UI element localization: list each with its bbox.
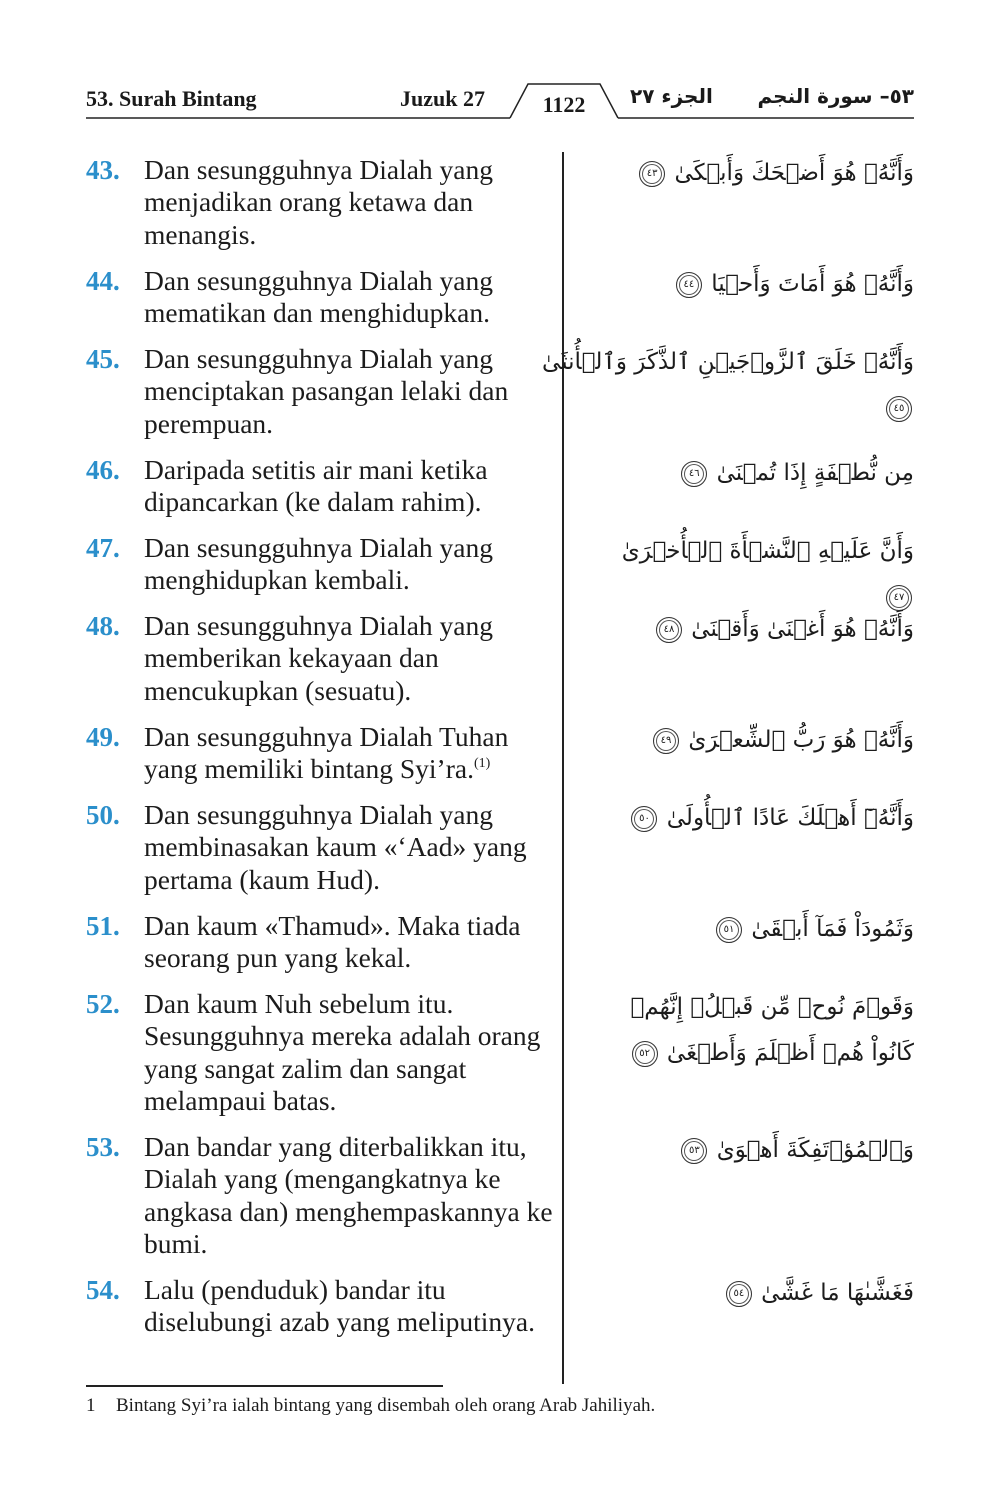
- ayah-marker-icon: ٤٧: [886, 585, 912, 611]
- verse-translation: Dan sesungguhnya Dialah yang menghidupkan kembali.: [144, 532, 494, 596]
- verse-arabic: [514, 339, 914, 431]
- arabic-text: مِن نُّطۡفَةٍ إِذَا تُمۡنَىٰ: [716, 460, 914, 486]
- verse-translation: Dan sesungguhnya Dialah yang memberikan kekayaan dan mencukupkan (sesuatu).: [144, 610, 494, 706]
- footnote-number: 1: [86, 1395, 96, 1416]
- ayah-marker-icon: ٤٤: [676, 272, 702, 298]
- verse-translation: Dan sesungguhnya Dialah yang menjadikan orang ketawa dan menangis.: [144, 154, 494, 250]
- surah-title: 53. Surah Bintang: [86, 86, 257, 111]
- verse-arabic: [594, 1127, 914, 1173]
- verse-arabic: [594, 906, 914, 952]
- verse-arabic: [594, 1270, 914, 1316]
- footnote-ref: (1): [473, 756, 491, 772]
- arabic-text: وَٱلۡمُؤۡتَفِكَةَ أَهۡوَىٰ: [716, 1137, 914, 1163]
- juzuk-label: Juzuk 27: [400, 86, 485, 111]
- page-number: 1122: [542, 92, 586, 117]
- arabic-text: فَغَشَّىٰهَا مَا غَشَّىٰ: [761, 1280, 914, 1306]
- verse-number: 49.: [86, 722, 120, 752]
- ayah-marker-icon: ٤٨: [656, 617, 682, 643]
- arabic-text: وَأَنَّهُۥ هُوَ أَمَاتَ وَأَحۡيَا: [711, 271, 914, 297]
- ayah-marker-icon: ٤٥: [886, 396, 912, 422]
- arabic-text: وَأَنَّهُۥ هُوَ رَبُّ ٱلشِّعۡرَىٰ: [688, 727, 914, 753]
- arabic-text: وَأَنَّهُۥ خَلَقَ ٱلزَّوۡجَيۡنِ ٱلذَّكَرَ وَٱلۡأُنثَىٰ: [542, 349, 914, 375]
- verse-translation: Lalu (penduduk) bandar itu diselubungi azab yang meliputinya.: [144, 1274, 536, 1338]
- verse-number: 53.: [86, 1132, 120, 1162]
- footnote-rule: [86, 1385, 443, 1387]
- verse-translation: Dan bandar yang diterbalikkan itu, Dialah yang (mengangkatnya ke angkasa dan) menghempaskannya ke bumi.: [144, 1131, 553, 1260]
- verse-translation: Dan sesungguhnya Dialah yang menciptakan pasangan lelaki dan perempuan.: [144, 343, 509, 439]
- ayah-marker-icon: ٥٠: [631, 806, 657, 832]
- ayah-marker-icon: ٤٦: [681, 461, 707, 487]
- ayah-marker-icon: ٥٣: [681, 1138, 707, 1164]
- footnote: [86, 1395, 655, 1417]
- verse-translation: Dan sesungguhnya Dialah yang membinasakan kaum «‘Aad» yang pertama (kaum Hud).: [144, 799, 527, 895]
- ayah-marker-icon: ٥١: [716, 917, 742, 943]
- verse-number: 44.: [86, 266, 120, 296]
- arabic-text: وَأَنَّ عَلَيۡهِ ٱلنَّشۡأَةَ ٱلۡأُخۡرَىٰ: [621, 538, 914, 564]
- verse-arabic: [594, 450, 914, 496]
- arabic-text: وَأَنَّهُۥ هُوَ أَغۡنَىٰ وَأَقۡنَىٰ: [691, 616, 914, 642]
- verse-number: 52.: [86, 989, 120, 1019]
- arabic-text: وَقَوۡمَ نُوحٖ مِّن قَبۡلُۖ إِنَّهُمۡ كَانُواْ هُمۡ أَظۡلَمَ وَأَطۡغَىٰ: [630, 994, 914, 1066]
- verse-translation: Dan kaum «Thamud». Maka tiada seorang pun yang kekal.: [144, 910, 521, 974]
- verse-arabic: [604, 984, 914, 1076]
- ayah-marker-icon: ٤٣: [639, 161, 665, 187]
- ayah-marker-icon: ٥٢: [632, 1041, 658, 1067]
- verse-number: 48.: [86, 611, 120, 641]
- verse-number: 51.: [86, 911, 120, 941]
- verse-translation: Dan kaum Nuh sebelum itu. Sesungguhnya mereka adalah orang yang sangat zalim dan sangat melampaui batas.: [144, 988, 541, 1117]
- verse-number: 43.: [86, 155, 120, 185]
- footnote-text: Bintang Syi’ra ialah bintang yang disembah oleh orang Arab Jahiliyah.: [116, 1395, 656, 1416]
- arabic-text: وَأَنَّهُۥٓ أَهۡلَكَ عَادًا ٱلۡأُولَىٰ: [666, 805, 914, 831]
- verse-text: Dan sesungguhnya Dialah Tuhan yang memiliki bintang Syi’ra.: [144, 721, 509, 785]
- arabic-text: وَأَنَّهُۥ هُوَ أَضۡحَكَ وَأَبۡكَىٰ: [674, 160, 914, 186]
- verse-number: 50.: [86, 800, 120, 830]
- verse-arabic: [594, 150, 914, 196]
- verse-number: 46.: [86, 455, 120, 485]
- verse-arabic: [594, 717, 914, 763]
- verse-number: 47.: [86, 533, 120, 563]
- surah-arabic-title: ٥٣– سورة النجم: [757, 84, 914, 108]
- juz-arabic-label: الجزء ٢٧: [630, 84, 713, 108]
- arabic-text: وَثَمُودَاْ فَمَآ أَبۡقَىٰ: [751, 916, 914, 942]
- verse-arabic: [594, 606, 914, 652]
- verse-translation: Dan sesungguhnya Dialah yang mematikan dan menghidupkan.: [144, 265, 494, 329]
- verse-arabic: [594, 261, 914, 307]
- ayah-marker-icon: ٤٩: [653, 728, 679, 754]
- column-divider: [562, 152, 564, 1384]
- verse-translation: Daripada setitis air mani ketika dipancarkan (ke dalam rahim).: [144, 454, 488, 518]
- verse-number: 54.: [86, 1275, 120, 1305]
- ayah-marker-icon: ٥٤: [726, 1281, 752, 1307]
- verse-arabic: [594, 795, 914, 841]
- verse-number: 45.: [86, 344, 120, 374]
- verse-translation: [144, 721, 562, 786]
